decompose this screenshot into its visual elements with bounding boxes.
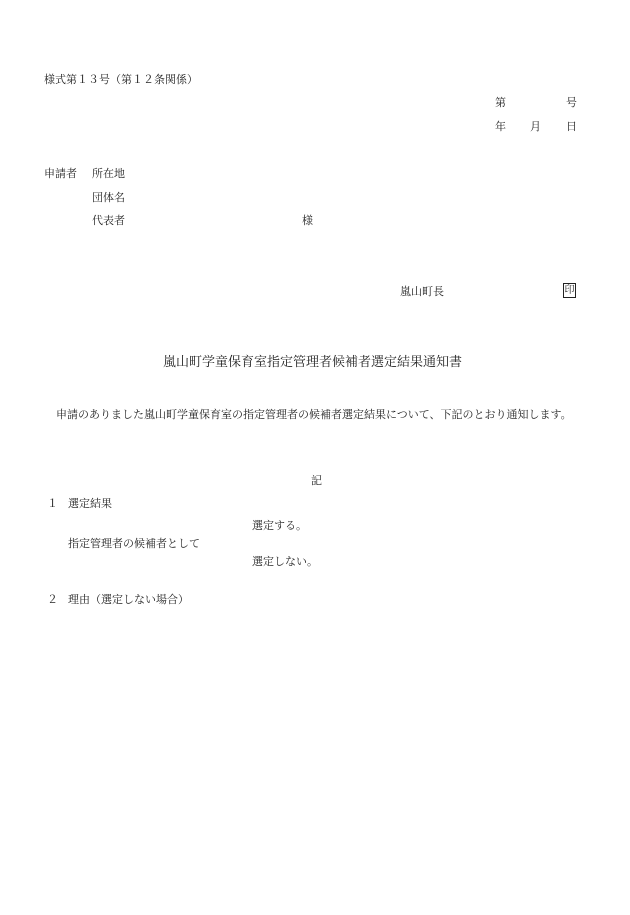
ki-heading: 記 (311, 474, 322, 487)
representative-label: 代表者 (92, 214, 125, 227)
seal-mark: 印 (564, 285, 575, 296)
date-year: 年 (495, 120, 506, 133)
doc-number-suffix: 号 (566, 96, 577, 109)
date-day: 日 (566, 120, 577, 133)
item1-label: 選定結果 (68, 497, 112, 510)
item1-number: １ (47, 497, 58, 510)
candidate-text: 指定管理者の候補者として (68, 537, 200, 550)
document-title: 嵐山町学童保育室指定管理者候補者選定結果通知書 (163, 355, 463, 370)
doc-number-prefix: 第 (495, 96, 506, 109)
form-number: 様式第１３号（第１２条関係） (44, 73, 198, 86)
item2-label: 理由（選定しない場合） (68, 593, 189, 606)
org-name-label: 団体名 (92, 191, 125, 204)
applicant-label: 申請者 (44, 167, 77, 180)
option-not-select: 選定しない。 (252, 555, 318, 568)
option-select: 選定する。 (252, 519, 307, 532)
address-label: 所在地 (92, 167, 125, 180)
issuer-title: 嵐山町長 (400, 285, 444, 298)
honorific: 様 (302, 214, 313, 227)
date-month: 月 (530, 120, 541, 133)
body-paragraph: 申請のありました嵐山町学童保育室の指定管理者の候補者選定結果について、下記のとおり通知します。 (56, 408, 572, 421)
item2-number: ２ (47, 593, 58, 606)
